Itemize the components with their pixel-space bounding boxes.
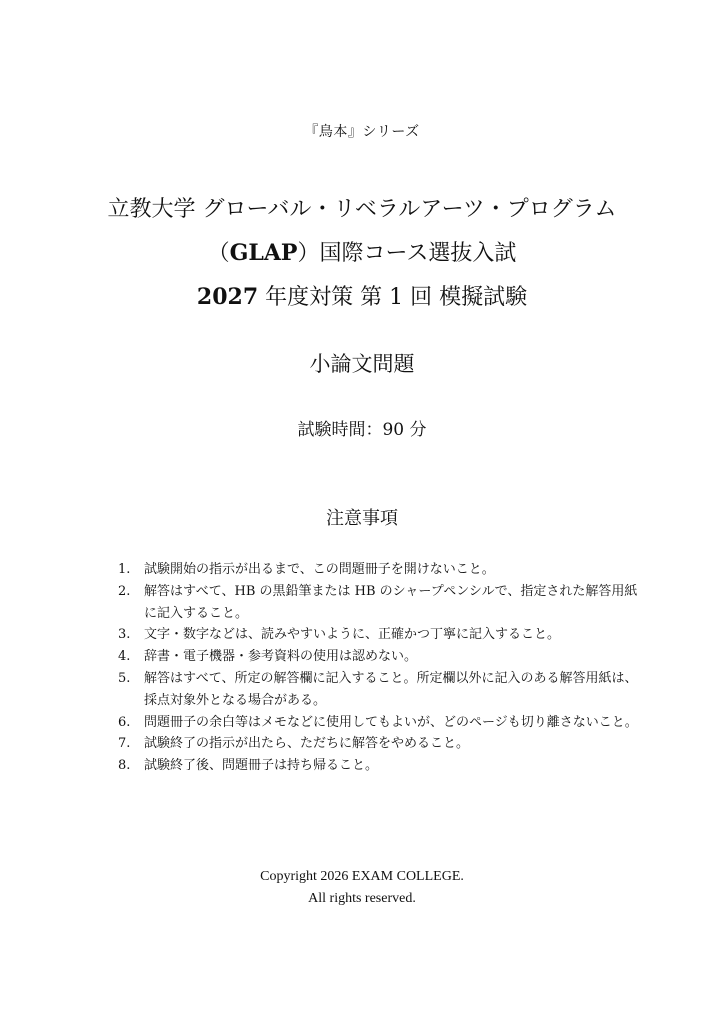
- subject-title: 小論文問題: [309, 352, 415, 376]
- instruction-item: [118, 624, 642, 646]
- instruction-text: 試験終了の指示が出たら、ただちに解答をやめること。: [144, 736, 470, 752]
- title-mock-exam: 年度対策 第 1 回 模擬試験: [258, 285, 528, 310]
- instruction-number: 2.: [118, 583, 131, 599]
- exam-title-line-2: [0, 238, 724, 269]
- rights-line: All rights reserved.: [308, 891, 416, 906]
- instruction-text: 解答はすべて、所定の解答欄に記入すること。所定欄以外に記入のある解答用紙は、採点対象外となる場合がある。: [144, 670, 638, 708]
- title-paren-open: （: [207, 241, 230, 266]
- instruction-item: [118, 712, 642, 734]
- instruction-item: [118, 733, 642, 755]
- instruction-text: 解答はすべて、HB の黒鉛筆または HB のシャープペンシルで、指定された解答用紙に記入すること。: [144, 583, 638, 621]
- instruction-text: 問題冊子の余白等はメモなどに使用してもよいが、どのページも切り離さないこと。: [144, 714, 638, 730]
- instruction-number: 6.: [118, 714, 131, 730]
- series-label: 『鳥本』シリーズ: [304, 124, 420, 140]
- copyright-line: Copyright 2026 EXAM COLLEGE.: [260, 869, 464, 884]
- instruction-number: 7.: [118, 736, 131, 752]
- exam-duration: 試験時間：90 分: [297, 420, 427, 440]
- instruction-number: 8.: [118, 758, 131, 774]
- instruction-text: 辞書・電子機器・参考資料の使用は認めない。: [144, 649, 418, 665]
- title-year: 2027: [196, 284, 259, 310]
- instruction-text: 試験開始の指示が出るまで、この問題冊子を開けないこと。: [144, 562, 495, 577]
- instruction-item: [118, 755, 642, 777]
- exam-title-line-1: 立教大学 グローバル・リベラルアーツ・プログラム: [107, 197, 617, 222]
- instruction-item: [118, 646, 642, 668]
- instruction-text: 文字・数字などは、読みやすいように、正確かつ丁寧に記入すること。: [144, 627, 561, 643]
- notice-heading: 注意事項: [326, 508, 398, 529]
- instruction-item: [118, 559, 642, 581]
- instruction-text: 試験終了後、問題冊子は持ち帰ること。: [144, 758, 379, 774]
- title-program-abbr: GLAP: [229, 240, 298, 266]
- instruction-item: [118, 668, 642, 712]
- instructions-list: [118, 559, 642, 777]
- title-course-name: ）国際コース選抜入試: [297, 241, 517, 266]
- instruction-number: 5.: [118, 670, 131, 686]
- instruction-item: [118, 581, 642, 625]
- instruction-number: 1.: [118, 562, 131, 577]
- instruction-number: 3.: [118, 627, 131, 643]
- exam-title-line-3: [0, 282, 724, 313]
- instruction-number: 4.: [118, 649, 131, 665]
